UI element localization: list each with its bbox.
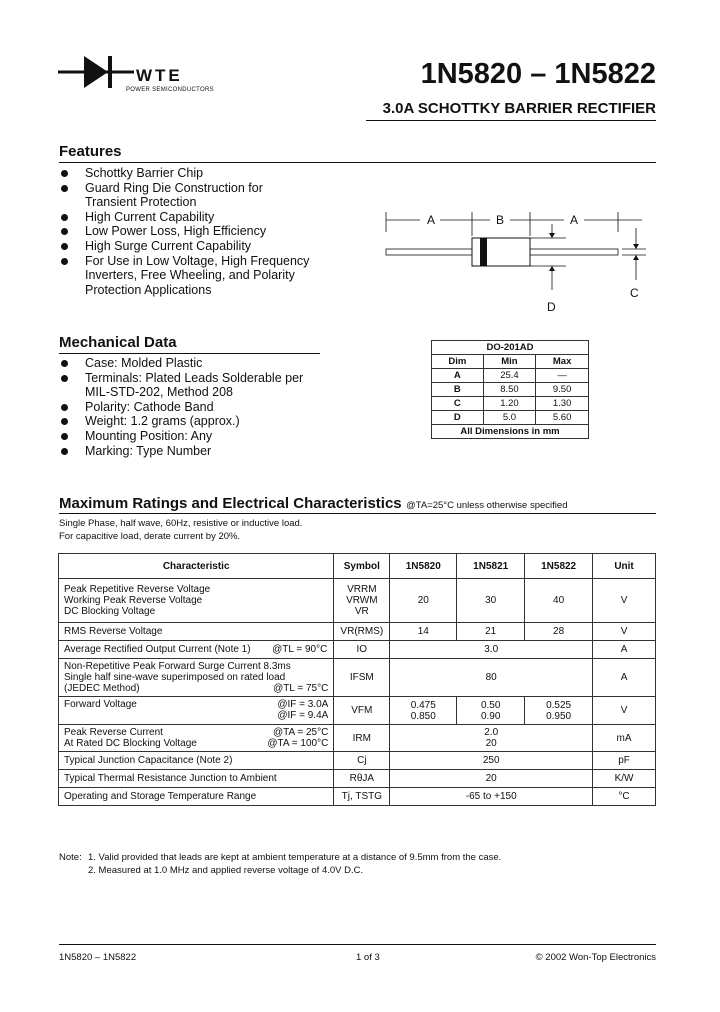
- ratings-rule: [59, 513, 656, 514]
- dim-cell: C: [432, 397, 484, 411]
- footer-rule: [59, 944, 656, 945]
- value-line: 0.90: [480, 710, 501, 722]
- table-row: [59, 725, 656, 752]
- table-row: [59, 770, 656, 788]
- footer-page-number: 1 of 3: [356, 952, 380, 963]
- char-cell: [59, 659, 334, 697]
- char-cell: [59, 697, 334, 725]
- unit-cell: V: [593, 579, 656, 623]
- dim-cell: B: [432, 383, 484, 397]
- table-row: [59, 641, 656, 659]
- header-1n5821: 1N5821: [457, 554, 525, 579]
- header-1n5822: 1N5822: [525, 554, 593, 579]
- char-line: Forward Voltage: [64, 699, 137, 710]
- mechanical-item: Case: Molded Plastic: [59, 356, 349, 371]
- footer-part-number: 1N5820 – 1N5822: [59, 952, 137, 963]
- value-cell: [457, 697, 525, 725]
- value-cell: 28: [525, 623, 593, 641]
- page-subtitle: 3.0A SCHOTTKY BARRIER RECTIFIER: [382, 100, 656, 117]
- mechanical-list: [59, 356, 349, 458]
- symbol-cell: Cj: [334, 752, 390, 770]
- condition-text: @TA = 100°C: [267, 738, 329, 749]
- header-symbol: Symbol: [334, 554, 390, 579]
- dim-label-c: C: [630, 286, 639, 300]
- package-outline-drawing: [380, 202, 660, 312]
- char-cell: [59, 641, 334, 659]
- condition-text: @TL = 75°C: [273, 683, 329, 694]
- unit-cell: K/W: [593, 770, 656, 788]
- char-cell: Typical Junction Capacitance (Note 2): [59, 752, 334, 770]
- ratings-note-1: Single Phase, half wave, 60Hz, resistive or inductive load.: [59, 518, 303, 529]
- unit-cell: V: [593, 623, 656, 641]
- min-cell: 5.0: [483, 411, 536, 425]
- char-line-wrap: [64, 710, 328, 722]
- value-cell: [390, 697, 457, 725]
- symbol-cell: RθJA: [334, 770, 390, 788]
- feature-item: Guard Ring Die Construction for: [59, 181, 349, 196]
- char-line: DC Blocking Voltage: [64, 606, 156, 617]
- features-heading: Features: [59, 143, 122, 160]
- value-line: 0.50: [480, 699, 501, 711]
- value-cell: 40: [525, 579, 593, 623]
- value-line: 20: [485, 738, 497, 749]
- value-line: 0.525: [546, 699, 572, 711]
- wte-logo-icon: [58, 52, 134, 92]
- value-line: 0.475: [410, 699, 436, 711]
- char-cell: RMS Reverse Voltage: [59, 623, 334, 641]
- char-line: (JEDEC Method): [64, 683, 140, 694]
- char-cell: [59, 725, 334, 752]
- ratings-note-2: For capacitive load, derate current by 20%.: [59, 531, 241, 542]
- symbol-cell: Tj, TSTG: [334, 788, 390, 806]
- features-list: [59, 166, 349, 297]
- symbol-cell: VR(RMS): [334, 623, 390, 641]
- mechanical-item: Mounting Position: Any: [59, 429, 349, 444]
- dim-header: Dim: [432, 355, 484, 369]
- table-row: [59, 579, 656, 623]
- dimension-table-footer: All Dimensions in mm: [432, 425, 589, 439]
- ratings-heading-row: [59, 495, 567, 513]
- symbol-cell: IRM: [334, 725, 390, 752]
- value-cell: 80: [390, 659, 593, 697]
- table-row: [59, 697, 656, 725]
- ratings-heading: Maximum Ratings and Electrical Characteristics: [59, 495, 402, 512]
- symbol-cell: IO: [334, 641, 390, 659]
- unit-cell: A: [593, 659, 656, 697]
- header-rule: [366, 120, 656, 121]
- value-cell: -65 to +150: [390, 788, 593, 806]
- notes-label: Note:: [59, 852, 82, 863]
- dim-label-a-right: A: [570, 213, 579, 227]
- value-cell: [390, 725, 593, 752]
- condition-text: @TL = 90°C: [272, 644, 328, 655]
- feature-item: High Surge Current Capability: [59, 239, 349, 254]
- mechanical-item: Marking: Type Number: [59, 444, 349, 459]
- dim-label-a-left: A: [427, 213, 436, 227]
- header-characteristic: Characteristic: [59, 554, 334, 579]
- ratings-condition: @TA=25°C unless otherwise specified: [406, 500, 568, 511]
- header-1n5820: 1N5820: [390, 554, 457, 579]
- min-cell: 8.50: [483, 383, 536, 397]
- condition-text: @IF = 3.0A: [277, 699, 329, 710]
- footer-copyright: © 2002 Won-Top Electronics: [535, 952, 656, 963]
- max-header: Max: [536, 355, 589, 369]
- mechanical-item: Terminals: Plated Leads Solderable per: [59, 371, 349, 386]
- table-row: [59, 659, 656, 697]
- unit-cell: V: [593, 697, 656, 725]
- min-cell: 1.20: [483, 397, 536, 411]
- unit-cell: °C: [593, 788, 656, 806]
- char-line-wrap: [64, 699, 328, 710]
- value-cell: 250: [390, 752, 593, 770]
- note-2: 2. Measured at 1.0 MHz and applied reverse voltage of 4.0V D.C.: [88, 865, 364, 876]
- mechanical-item: Polarity: Cathode Band: [59, 400, 349, 415]
- max-cell: 9.50: [536, 383, 589, 397]
- ratings-table: [58, 553, 656, 806]
- symbol-line: VRWM: [346, 595, 378, 606]
- value-cell: 20: [390, 579, 457, 623]
- min-header: Min: [483, 355, 536, 369]
- feature-item: High Current Capability: [59, 210, 349, 225]
- char-line: Peak Reverse Current: [64, 727, 163, 738]
- dimension-table: [431, 340, 589, 439]
- char-line: Non-Repetitive Peak Forward Surge Current 8.3ms: [64, 661, 291, 672]
- unit-cell: A: [593, 641, 656, 659]
- unit-cell: mA: [593, 725, 656, 752]
- char-line: Working Peak Reverse Voltage: [64, 595, 203, 606]
- feature-item-cont: Protection Applications: [85, 282, 212, 297]
- char-cell: [59, 579, 334, 623]
- value-cell: 30: [457, 579, 525, 623]
- char-cell: Typical Thermal Resistance Junction to Ambient: [59, 770, 334, 788]
- feature-item: For Use in Low Voltage, High Frequency: [59, 254, 349, 269]
- max-cell: 1.30: [536, 397, 589, 411]
- condition-text: @TA = 25°C: [272, 727, 329, 738]
- condition-text: @IF = 9.4A: [277, 710, 329, 721]
- value-cell: 14: [390, 623, 457, 641]
- brand-name: WTE: [136, 66, 183, 85]
- dim-label-b: B: [496, 213, 505, 227]
- char-line: At Rated DC Blocking Voltage: [64, 738, 197, 749]
- value-line: 0.850: [410, 710, 436, 722]
- page-title: 1N5820 – 1N5822: [420, 58, 656, 90]
- features-rule: [59, 162, 656, 163]
- symbol-cell: [334, 579, 390, 623]
- table-row: [59, 752, 656, 770]
- value-cell: 20: [390, 770, 593, 788]
- symbol-cell: VFM: [334, 697, 390, 725]
- max-cell: —: [536, 369, 589, 383]
- feature-item-cont: Inverters, Free Wheeling, and Polarity: [85, 268, 295, 283]
- feature-item-cont: Transient Protection: [85, 195, 197, 210]
- max-cell: 5.60: [536, 411, 589, 425]
- feature-item: Low Power Loss, High Efficiency: [59, 224, 349, 239]
- dim-cell: A: [432, 369, 484, 383]
- mechanical-item-cont: MIL-STD-202, Method 208: [85, 385, 233, 400]
- symbol-line: VRRM: [347, 584, 377, 595]
- brand-tagline: POWER SEMICONDUCTORS: [126, 87, 214, 93]
- value-cell: 21: [457, 623, 525, 641]
- unit-cell: pF: [593, 752, 656, 770]
- feature-item: Schottky Barrier Chip: [59, 166, 349, 181]
- char-line-wrap: [64, 738, 328, 749]
- dim-label-d: D: [547, 300, 556, 314]
- mechanical-heading: Mechanical Data: [59, 334, 177, 351]
- char-line: Single half sine-wave superimposed on rated load: [64, 672, 286, 683]
- mechanical-item: Weight: 1.2 grams (approx.): [59, 414, 349, 429]
- mechanical-rule: [59, 353, 320, 354]
- table-row: [59, 623, 656, 641]
- char-line: Peak Repetitive Reverse Voltage: [64, 584, 211, 595]
- dim-cell: D: [432, 411, 484, 425]
- value-line: 0.950: [546, 710, 572, 722]
- value-cell: [525, 697, 593, 725]
- char-line: Average Rectified Output Current (Note 1): [64, 644, 251, 655]
- char-line-wrap: [64, 683, 328, 694]
- value-cell: 3.0: [390, 641, 593, 659]
- dimension-table-title: DO-201AD: [432, 341, 589, 355]
- min-cell: 25.4: [483, 369, 536, 383]
- value-line: 2.0: [484, 727, 499, 738]
- note-1: 1. Valid provided that leads are kept at ambient temperature at a distance of 9.5mm from the case.: [88, 852, 502, 863]
- table-row: [59, 788, 656, 806]
- header-unit: Unit: [593, 554, 656, 579]
- symbol-line: VR: [354, 606, 369, 617]
- symbol-cell: IFSM: [334, 659, 390, 697]
- char-line-wrap: [64, 727, 328, 738]
- char-cell: Operating and Storage Temperature Range: [59, 788, 334, 806]
